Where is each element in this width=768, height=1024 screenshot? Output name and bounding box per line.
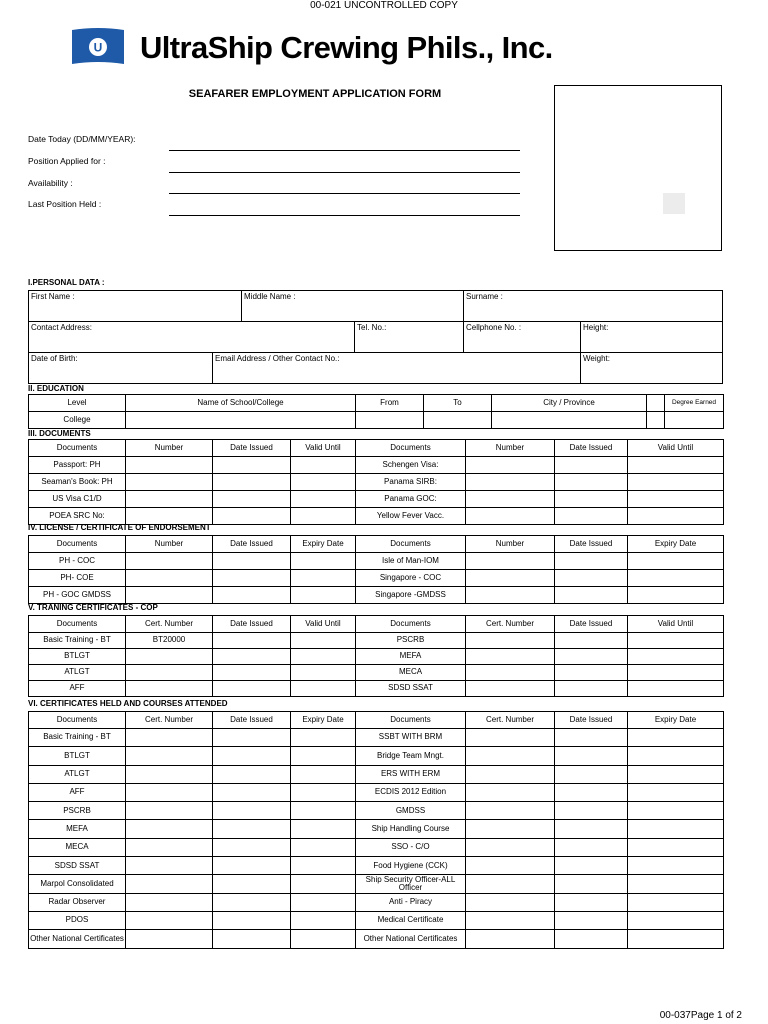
table-cell: Ship Security Officer-ALL Officer [356,875,466,893]
table-cell[interactable] [291,665,356,681]
table-header: Expiry Date [291,712,356,729]
table-cell[interactable] [555,508,628,525]
table-cell[interactable] [126,875,213,893]
table-cell[interactable] [291,765,356,783]
documents-heading: III. DOCUMENTS [28,429,91,438]
table-cell: College [29,412,126,429]
table-cell[interactable] [466,857,555,875]
table-header: Valid Until [291,616,356,633]
table-cell[interactable] [126,893,213,911]
table-cell[interactable] [213,802,291,820]
table-cell[interactable] [213,747,291,765]
table-cell[interactable] [628,649,724,665]
table-header-row [29,616,724,633]
table-header: Date Issued [555,536,628,553]
table-cell[interactable] [466,783,555,801]
table-cell[interactable] [492,412,647,429]
table-cell[interactable] [628,820,724,838]
table-header: Documents [356,712,466,729]
table-header: City / Province [492,395,647,412]
table-cell[interactable] [628,747,724,765]
license-table [28,535,724,604]
table-cell[interactable] [628,553,724,570]
table-cell: Passport: PH [29,457,126,474]
table-cell: Singapore -GMDSS [356,587,466,604]
table-cell: BTLGT [29,747,126,765]
table-cell: ERS WITH ERM [356,765,466,783]
table-cell: PSCRB [29,802,126,820]
date-today-label: Date Today (DD/MM/YEAR): [28,134,136,144]
table-cell: Marpol Consolidated [29,875,126,893]
table-cell[interactable] [126,491,213,508]
table-cell[interactable] [555,911,628,929]
table-cell: Other National Certificates [29,930,126,948]
table-header: Valid Until [628,440,724,457]
table-cell: Singapore - COC [356,570,466,587]
table-cell[interactable] [213,553,291,570]
table-cell: MEFA [356,649,466,665]
table-cell[interactable] [628,802,724,820]
table-cell[interactable] [291,553,356,570]
table-cell: Seaman's Book: PH [29,474,126,491]
logo-letter: U [93,40,103,55]
table-cell[interactable] [126,765,213,783]
table-cell[interactable] [466,875,555,893]
table-cell: PSCRB [356,633,466,649]
table-cell[interactable] [555,802,628,820]
table-cell[interactable] [555,649,628,665]
table-header: Date Issued [213,440,291,457]
table-row [29,665,724,681]
table-cell: AFF [29,783,126,801]
table-cell[interactable] [213,474,291,491]
table-cell[interactable] [555,765,628,783]
table-row [29,587,724,604]
table-cell: SDSD SSAT [356,681,466,697]
table-cell: AFF [29,681,126,697]
table-cell[interactable] [628,783,724,801]
table-cell[interactable] [466,765,555,783]
documents-table [28,439,724,525]
table-header: Documents [356,616,466,633]
table-cell[interactable] [555,820,628,838]
table-cell[interactable] [555,893,628,911]
table-cell: SSO - C/O [356,838,466,856]
table-header: Degree Earned [665,395,724,412]
table-cell: SSBT WITH BRM [356,729,466,747]
education-table [28,394,724,429]
control-header: 00-021 UNCONTROLLED COPY [310,0,458,11]
personal-data-heading: I.PERSONAL DATA : [28,278,105,287]
table-cell[interactable] [126,570,213,587]
table-header: Documents [356,440,466,457]
table-cell[interactable] [628,857,724,875]
table-cell[interactable] [126,747,213,765]
table-cell[interactable] [466,911,555,929]
table-cell[interactable] [466,681,555,697]
table-cell[interactable] [213,665,291,681]
form-title: SEAFARER EMPLOYMENT APPLICATION FORM [188,88,442,100]
table-header: Cert. Number [126,616,213,633]
table-cell[interactable] [213,508,291,525]
table-cell: Ship Handling Course [356,820,466,838]
table-cell[interactable] [213,457,291,474]
table-cell: Bridge Team Mngt. [356,747,466,765]
table-cell[interactable] [555,857,628,875]
table-header: Number [126,440,213,457]
table-header: Date Issued [555,616,628,633]
table-cell: Panama SIRB: [356,474,466,491]
table-cell[interactable] [291,681,356,697]
education-header-row [29,395,724,412]
table-cell: Basic Training - BT [29,729,126,747]
table-header: Documents [29,616,126,633]
table-cell[interactable] [213,783,291,801]
table-row [29,553,724,570]
table-cell[interactable] [126,681,213,697]
table-cell[interactable] [213,587,291,604]
table-cell[interactable] [126,857,213,875]
table-cell[interactable] [291,747,356,765]
table-cell[interactable] [628,457,724,474]
table-cell[interactable] [126,802,213,820]
table-cell[interactable] [213,570,291,587]
table-cell[interactable] [213,681,291,697]
table-cell[interactable] [466,838,555,856]
table-cell[interactable] [291,491,356,508]
table-cell[interactable] [291,587,356,604]
table-cell[interactable] [628,930,724,948]
table-cell[interactable] [466,665,555,681]
table-row [29,911,724,929]
table-cell: GMDSS [356,802,466,820]
table-cell[interactable] [628,875,724,893]
table-cell: Radar Observer [29,893,126,911]
last-position-label: Last Position Held : [28,199,102,209]
table-cell[interactable] [628,681,724,697]
table-cell[interactable] [424,412,492,429]
table-cell: PH - COC [29,553,126,570]
table-row [29,570,724,587]
table-row [29,457,724,474]
table-header: Documents [356,536,466,553]
table-cell[interactable] [291,508,356,525]
table-header: Documents [29,440,126,457]
table-row [29,633,724,649]
table-cell[interactable] [555,457,628,474]
table-header: Expiry Date [291,536,356,553]
table-header: From [356,395,424,412]
table-cell[interactable] [213,729,291,747]
table-cell[interactable] [555,474,628,491]
table-cell[interactable] [291,911,356,929]
table-cell[interactable] [555,633,628,649]
courses-heading: VI. CERTIFICATES HELD AND COURSES ATTENDED [28,699,228,708]
weight-field[interactable]: Weight: [580,352,723,384]
table-cell[interactable] [291,875,356,893]
table-header: Number [466,440,555,457]
table-cell[interactable] [555,491,628,508]
table-cell[interactable] [291,838,356,856]
table-cell[interactable] [213,633,291,649]
table-cell: PH- COE [29,570,126,587]
table-cell[interactable] [665,412,724,429]
company-name: UltraShip Crewing Phils., Inc. [140,30,553,65]
table-cell[interactable] [213,930,291,948]
table-cell[interactable] [291,857,356,875]
table-cell[interactable] [555,681,628,697]
table-header: Valid Until [291,440,356,457]
table-cell[interactable] [628,729,724,747]
table-cell[interactable] [126,508,213,525]
table-header-row [29,440,724,457]
courses-table [28,711,724,949]
table-header-row [29,536,724,553]
last-position-field[interactable] [169,215,520,216]
table-cell: MEFA [29,820,126,838]
photo-box[interactable] [554,85,722,251]
table-cell[interactable] [466,570,555,587]
table-cell[interactable] [628,633,724,649]
table-cell[interactable] [555,729,628,747]
table-cell: Other National Certificates [356,930,466,948]
table-cell: Yellow Fever Vacc. [356,508,466,525]
table-cell: MECA [29,838,126,856]
table-cell[interactable] [126,474,213,491]
table-cell[interactable] [213,820,291,838]
table-cell[interactable] [126,649,213,665]
table-cell[interactable] [466,508,555,525]
table-header: Number [126,536,213,553]
table-cell[interactable] [291,930,356,948]
table-cell: BTLGT [29,649,126,665]
table-header: Date Issued [213,616,291,633]
table-cell[interactable] [213,838,291,856]
table-header-row [29,712,724,729]
table-cell[interactable] [466,802,555,820]
table-cell: ATLGT [29,665,126,681]
table-cell: US Visa C1/D [29,491,126,508]
table-cell[interactable] [555,783,628,801]
table-cell[interactable] [126,729,213,747]
table-header: Valid Until [628,616,724,633]
table-header: Expiry Date [628,536,724,553]
table-cell[interactable] [628,765,724,783]
table-cell: POEA SRC No: [29,508,126,525]
availability-field[interactable] [169,193,520,194]
table-cell[interactable] [126,553,213,570]
table-cell[interactable] [213,765,291,783]
table-cell[interactable] [555,747,628,765]
table-cell: ECDIS 2012 Edition [356,783,466,801]
table-header: Date Issued [213,712,291,729]
table-row [29,893,724,911]
table-cell[interactable] [555,570,628,587]
table-cell[interactable] [291,633,356,649]
table-cell[interactable] [466,649,555,665]
height-field[interactable]: Height: [580,321,723,353]
table-cell[interactable] [126,587,213,604]
table-cell[interactable] [466,729,555,747]
table-row [29,857,724,875]
email-field[interactable]: Email Address / Other Contact No.: [212,352,581,384]
table-cell[interactable] [555,875,628,893]
table-row [29,875,724,893]
table-cell: ATLGT [29,765,126,783]
table-cell[interactable] [466,587,555,604]
table-row [29,783,724,801]
table-header: Date Issued [555,712,628,729]
table-header: Expiry Date [628,712,724,729]
surname-field[interactable]: Surname : [463,290,723,322]
table-row [29,802,724,820]
table-cell[interactable] [126,930,213,948]
table-cell[interactable] [126,783,213,801]
table-cell[interactable] [628,570,724,587]
table-cell: MECA [356,665,466,681]
table-cell[interactable] [356,412,424,429]
availability-label: Availability : [28,178,73,188]
table-cell[interactable] [466,474,555,491]
contact-address-field[interactable]: Contact Address: [28,321,355,353]
training-heading: V. TRANING CERTIFICATES - COP [28,603,158,612]
table-cell[interactable] [126,911,213,929]
table-cell[interactable] [466,820,555,838]
table-row [29,747,724,765]
table-cell[interactable] [466,457,555,474]
position-applied-label: Position Applied for : [28,156,106,166]
table-row [29,412,724,429]
table-header: Name of School/College [126,395,356,412]
table-cell[interactable] [213,911,291,929]
table-cell[interactable] [647,412,665,429]
table-cell: Schengen Visa: [356,457,466,474]
table-cell: Panama GOC: [356,491,466,508]
table-cell: Food Hygiene (CCK) [356,857,466,875]
table-cell[interactable] [291,802,356,820]
table-cell[interactable] [126,457,213,474]
table-cell[interactable] [213,893,291,911]
table-header: Cert. Number [126,712,213,729]
table-cell[interactable] [466,491,555,508]
page-footer: 00-037Page 1 of 2 [659,1010,742,1021]
table-header: Number [466,536,555,553]
first-name-field[interactable]: First Name : [28,290,242,322]
table-cell: PH - GOC GMDSS [29,587,126,604]
license-heading: IV. LICENSE / CERTIFICATE OF ENDORSEMENT [28,523,211,532]
middle-name-field[interactable]: Middle Name : [241,290,464,322]
cellphone-field[interactable]: Cellphone No. : [463,321,581,353]
table-cell[interactable] [291,474,356,491]
table-cell: Isle of Man-IOM [356,553,466,570]
table-cell[interactable] [628,587,724,604]
table-cell[interactable] [126,838,213,856]
table-cell[interactable] [555,587,628,604]
table-cell: Basic Training - BT [29,633,126,649]
table-row [29,729,724,747]
table-cell[interactable] [291,820,356,838]
table-cell[interactable] [126,665,213,681]
table-header: To [424,395,492,412]
table-header: Documents [29,536,126,553]
table-header: Level [29,395,126,412]
position-applied-field[interactable] [169,172,520,173]
table-header: Cert. Number [466,712,555,729]
table-cell[interactable] [628,491,724,508]
table-cell[interactable] [466,553,555,570]
table-header: Cert. Number [466,616,555,633]
company-logo [70,28,126,66]
table-cell[interactable] [628,911,724,929]
table-row [29,838,724,856]
table-cell[interactable] [555,930,628,948]
table-cell[interactable]: BT20000 [126,633,213,649]
table-cell[interactable] [291,783,356,801]
table-cell[interactable] [628,474,724,491]
table-cell: PDOS [29,911,126,929]
table-cell: Anti - Piracy [356,893,466,911]
education-heading: II. EDUCATION [28,384,84,393]
table-cell[interactable] [466,893,555,911]
table-cell[interactable] [628,508,724,525]
table-cell[interactable] [628,838,724,856]
table-header: Documents [29,712,126,729]
table-cell[interactable] [213,649,291,665]
table-cell[interactable] [628,893,724,911]
table-cell[interactable] [466,633,555,649]
table-row [29,508,724,525]
table-cell[interactable] [555,665,628,681]
table-cell[interactable] [466,747,555,765]
table-row [29,930,724,948]
table-cell[interactable] [213,857,291,875]
table-cell[interactable] [291,649,356,665]
table-cell[interactable] [291,729,356,747]
dob-field[interactable]: Date of Birth: [28,352,213,384]
table-cell[interactable] [466,930,555,948]
photo-placeholder-mark [663,193,685,214]
table-row [29,491,724,508]
table-row [29,765,724,783]
table-cell[interactable] [126,412,356,429]
table-cell: Medical Certificate [356,911,466,929]
table-row [29,681,724,697]
table-cell[interactable] [628,665,724,681]
table-cell: SDSD SSAT [29,857,126,875]
table-cell[interactable] [291,570,356,587]
table-header: Date Issued [555,440,628,457]
table-cell[interactable] [126,820,213,838]
training-table [28,615,724,697]
table-cell[interactable] [291,893,356,911]
table-cell [647,395,665,412]
tel-field[interactable]: Tel. No.: [354,321,464,353]
table-cell[interactable] [291,457,356,474]
date-today-field[interactable] [169,150,520,151]
table-row [29,474,724,491]
table-cell[interactable] [213,875,291,893]
table-row [29,820,724,838]
table-header: Date Issued [213,536,291,553]
table-cell[interactable] [213,491,291,508]
table-cell[interactable] [555,838,628,856]
table-row [29,649,724,665]
table-cell[interactable] [555,553,628,570]
